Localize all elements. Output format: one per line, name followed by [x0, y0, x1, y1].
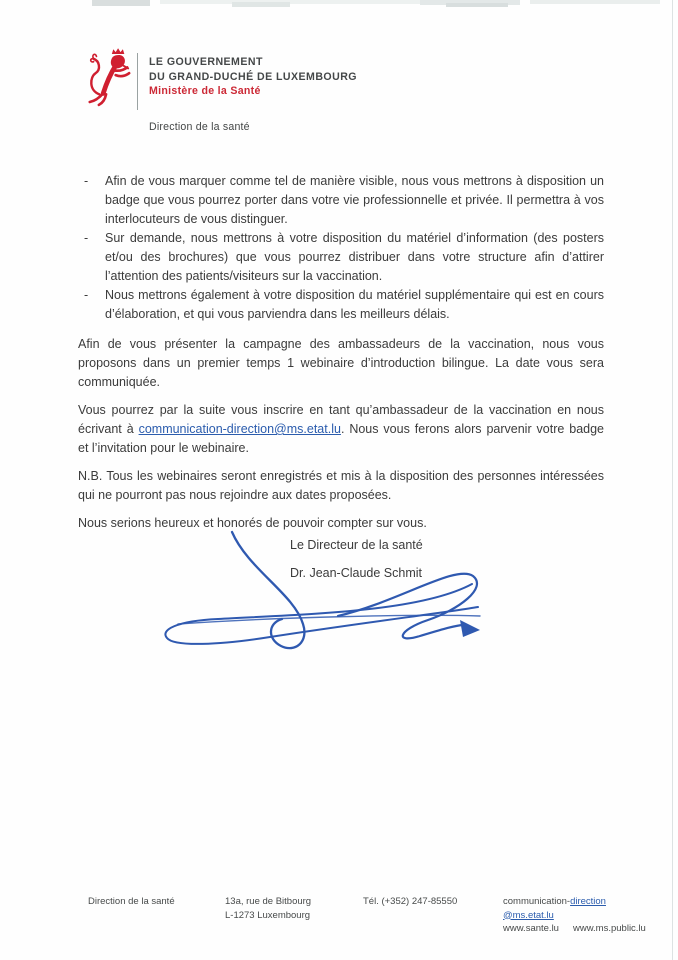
signature-block: [158, 524, 493, 659]
scan-artifact: [232, 2, 290, 7]
scan-artifact: [420, 0, 520, 5]
bullet-item: [78, 172, 604, 229]
inscription-text-before: Vous pourrez par la suite vous inscrire en tant qu’ambassadeur de la vaccination en nous écrivant à: [78, 403, 604, 436]
footer-address-line1: 13a, rue de Bitbourg: [225, 896, 312, 907]
paragraph-nb: N.B. Tous les webinaires seront enregistrés et mis à la disposition des personnes intéressées qui ne pourront pas nous rejoindre aux dates proposées.: [78, 469, 604, 502]
bullet-dash: -: [84, 231, 89, 245]
footer-phone: Tél. (+352) 247-85550: [363, 896, 458, 907]
bullet-dash: -: [84, 288, 89, 302]
scan-artifact: [160, 0, 480, 4]
scan-artifact: [530, 0, 660, 4]
paragraph-inscription: [78, 401, 604, 458]
bullet-text: Afin de vous marquer comme tel de manière visible, nous vous mettrons à disposition un badge que vous pourrez porter dans votre vie professionnelle et privée. Il permettra à vos interlocuteurs de vous distinguer.: [105, 174, 604, 226]
footer-address: [225, 895, 311, 922]
footer-email-plain: communication-: [503, 896, 571, 907]
letter-body: [78, 172, 604, 533]
scan-artifact: [446, 3, 508, 7]
gov-line-1: LE GOUVERNEMENT: [149, 56, 263, 68]
footer-email-line2: [503, 909, 646, 923]
scan-artifact: [92, 0, 150, 6]
signatory-title: Le Directeur de la santé: [290, 538, 423, 552]
footer-address-line2: L-1273 Luxembourg: [225, 909, 311, 921]
inscription-text-after: . Nous vous ferons alors parvenir votre badge et l’invitation pour le webinaire.: [78, 422, 604, 455]
bullet-text: Sur demande, nous mettrons à votre disposition du matériel d’information (des posters et/ou des brochures) que vous pourrez distribuer dans votre structure afin d’attirer l’attention des patients/visiteurs sur la vaccination.: [105, 231, 604, 283]
paragraph-closing: Nous serions heureux et honorés de pouvoir compter sur vous.: [78, 516, 427, 530]
footer-web-sante: www.sante.lu: [503, 923, 559, 934]
direction-label: Direction de la santé: [149, 121, 250, 133]
signatory-name: Dr. Jean-Claude Schmit: [290, 566, 423, 580]
footer-websites: [503, 922, 646, 936]
bullet-dash: -: [84, 174, 89, 188]
footer-email-line1: [503, 895, 646, 909]
footer-web-mspublic: www.ms.public.lu: [572, 923, 646, 934]
email-link[interactable]: communication-direction@ms.etat.lu: [138, 422, 341, 436]
luxembourg-red-lion-icon: [84, 48, 132, 108]
bullet-text: Nous mettrons également à votre disposition du matériel supplémentaire qui est en cours d’élaboration, et qui vous parviendra dans les meilleurs délais.: [105, 288, 604, 321]
bullet-list: [78, 172, 604, 324]
ministry-line: Ministère de la Santé: [149, 85, 261, 97]
paragraph-webinaire: Afin de vous présenter la campagne des ambassadeurs de la vaccination, nous vous proposons dans un premier temps 1 webinaire d’introduction bilingue. La date vous sera communiquée.: [78, 337, 604, 389]
government-wordmark: [149, 55, 357, 99]
bullet-item: [78, 229, 604, 286]
footer-org: Direction de la santé: [88, 896, 175, 907]
bullet-item: [78, 286, 604, 324]
gov-line-2: DU GRAND-DUCHÉ DE LUXEMBOURG: [149, 70, 357, 83]
footer-email-domain-link[interactable]: @ms.etat.lu: [503, 909, 554, 921]
footer-email-link-part[interactable]: direction: [570, 896, 606, 907]
scan-edge-line: [672, 0, 673, 960]
logo-divider: [137, 53, 138, 110]
footer-contact: [503, 895, 646, 936]
